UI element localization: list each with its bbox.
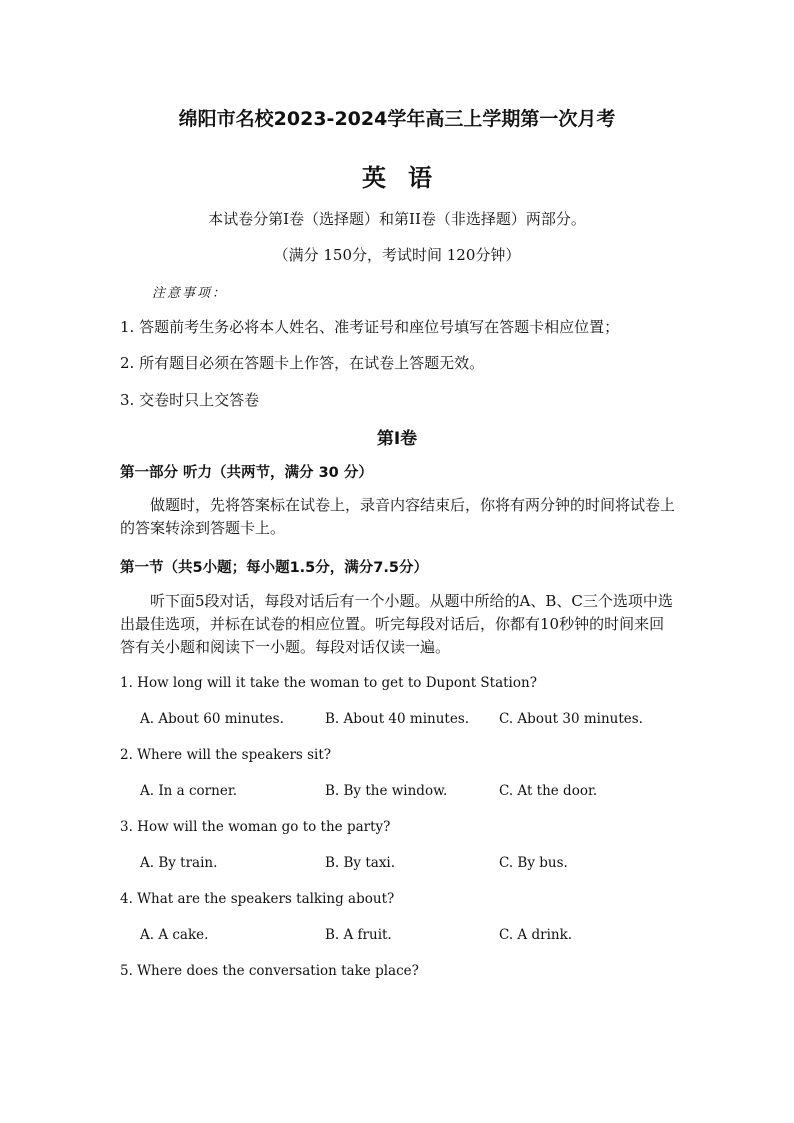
part1-instruction: 做题时，先将答案标在试卷上，录音内容结束后，你将有两分钟的时间将试卷上的答案转涂到答题卡上。 bbox=[120, 496, 676, 537]
note-item-1: 1. 答题前考生务必将本人姓名、准考证号和座位号填写在答题卡相应位置； bbox=[120, 318, 620, 336]
q2-option-c: C. At the door. bbox=[499, 783, 598, 799]
q1-option-c: C. About 30 minutes. bbox=[499, 711, 643, 727]
note-item-3: 3. 交卷时只上交答卷 bbox=[120, 391, 260, 409]
question-5: 5. Where does the conversation take place? bbox=[120, 963, 419, 979]
question-3: 3. How will the woman go to the party? bbox=[120, 819, 391, 835]
q1-option-a: A. About 60 minutes. bbox=[140, 711, 284, 727]
notes-heading: 注意事项： bbox=[152, 286, 228, 301]
question-2: 2. Where will the speakers sit? bbox=[120, 747, 332, 763]
q1-option-b: B. About 40 minutes. bbox=[325, 711, 470, 727]
intro-line-2: （满分 150分，考试时间 120分钟） bbox=[273, 246, 521, 264]
q4-option-c: C. A drink. bbox=[499, 927, 573, 943]
q2-option-a: A. In a corner. bbox=[140, 783, 238, 799]
section1-instruction: 听下面5段对话，每段对话后有一个小题。从题中所给的A、B、C三个选项中选出最佳选项，并标在试卷的相应位置。听完每段对话后，你都有10秒钟的时间来回答有关小题和阅读下一小题。每段对话仅读一遍。 bbox=[120, 592, 673, 656]
exam-title: 绵阳市名校2023-2024学年高三上学期第一次月考 bbox=[178, 108, 616, 130]
subject-title: 英语 bbox=[362, 164, 454, 192]
section1-heading: 第一节（共5小题；每小题1.5分，满分7.5分） bbox=[120, 560, 428, 576]
q2-option-b: B. By the window. bbox=[325, 783, 448, 799]
q4-option-a: A. A cake. bbox=[140, 927, 209, 943]
volume-title: 第I卷 bbox=[376, 429, 418, 449]
question-4: 4. What are the speakers talking about? bbox=[120, 891, 395, 907]
q4-option-b: B. A fruit. bbox=[325, 927, 392, 943]
part1-heading: 第一部分 听力（共两节，满分 30 分） bbox=[120, 465, 373, 481]
q3-option-c: C. By bus. bbox=[499, 855, 568, 871]
note-item-2: 2. 所有题目必须在答题卡上作答，在试卷上答题无效。 bbox=[120, 354, 485, 372]
q3-option-a: A. By train. bbox=[140, 855, 218, 871]
question-1: 1. How long will it take the woman to get to Dupont Station? bbox=[120, 675, 537, 691]
q3-option-b: B. By taxi. bbox=[325, 855, 396, 871]
intro-line-1: 本试卷分第I卷（选择题）和第II卷（非选择题）两部分。 bbox=[208, 210, 586, 228]
